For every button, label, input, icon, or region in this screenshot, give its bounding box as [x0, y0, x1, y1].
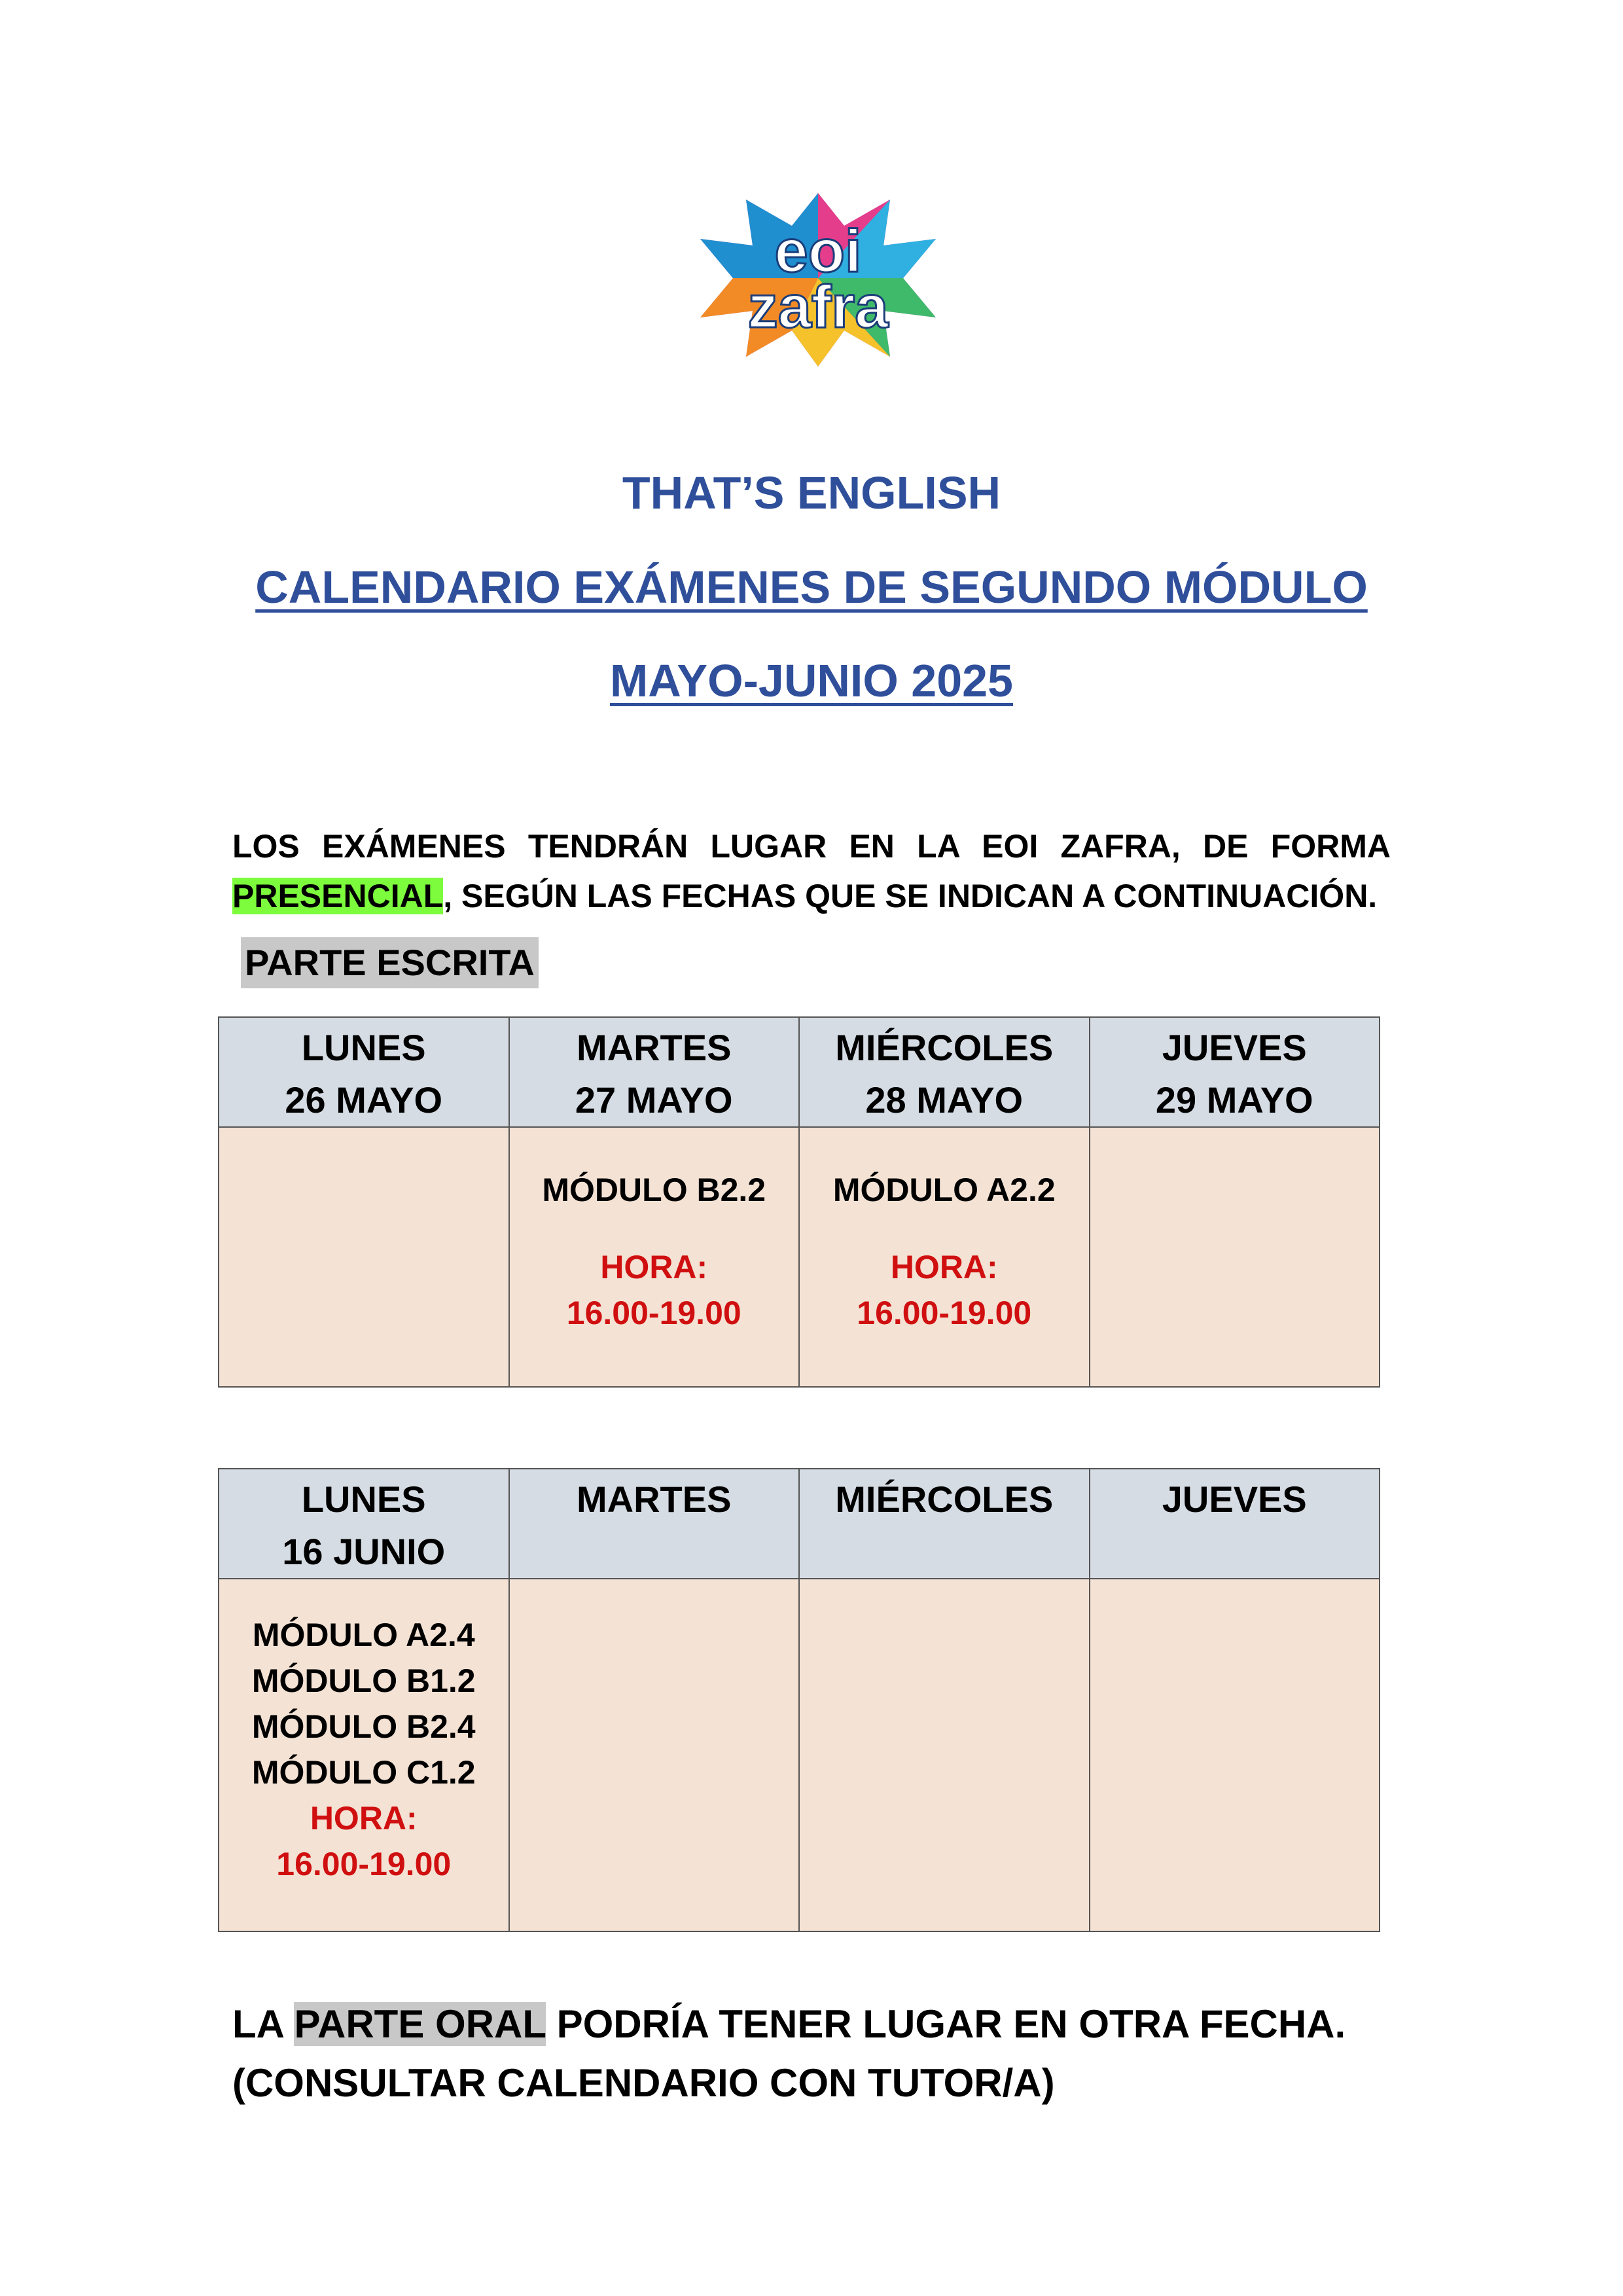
header-cell	[799, 1469, 1090, 1579]
cell-module: MÓDULO A2.4	[252, 1617, 475, 1653]
table-cell	[219, 1579, 509, 1931]
table-cell	[1090, 1579, 1380, 1931]
cell-hora-label: HORA:	[600, 1249, 708, 1285]
table-cell	[799, 1127, 1090, 1387]
footer-highlight-parte-oral: PARTE ORAL	[294, 2002, 546, 2046]
header-day: LUNES	[301, 1479, 426, 1520]
footer-text-before: LA	[232, 2002, 294, 2046]
footer-line-1	[232, 1995, 1346, 2054]
intro-paragraph	[232, 821, 1391, 921]
table-cell	[799, 1579, 1090, 1931]
page-period: MAYO-JUNIO 2025	[610, 655, 1013, 706]
exam-table-may	[218, 1016, 1380, 1388]
cell-module: MÓDULO A2.2	[832, 1172, 1056, 1208]
table-row	[219, 1127, 1380, 1387]
table-cell	[509, 1579, 800, 1931]
section-label-parte-escrita: PARTE ESCRITA	[241, 937, 539, 988]
header-day: JUEVES	[1162, 1027, 1307, 1068]
exam-table-june	[218, 1468, 1380, 1932]
page-subtitle: CALENDARIO EXÁMENES DE SEGUNDO MÓDULO	[255, 562, 1368, 613]
header-cell	[509, 1469, 800, 1579]
header-cell	[799, 1017, 1090, 1127]
table-header-row	[219, 1017, 1380, 1127]
footer-line-2: (CONSULTAR CALENDARIO CON TUTOR/A)	[232, 2061, 1055, 2105]
logo-text-eoi: eoi	[774, 218, 862, 285]
header-date: 16 JUNIO	[282, 1531, 446, 1572]
header-cell	[1090, 1017, 1380, 1127]
page-title: THAT’S ENGLISH	[622, 467, 1001, 518]
cell-hora: 16.00-19.00	[857, 1295, 1032, 1331]
table-cell	[219, 1127, 509, 1387]
cell-module: MÓDULO B1.2	[251, 1662, 476, 1699]
cell-module: MÓDULO B2.2	[542, 1172, 766, 1208]
logo-text-zafra: zafra	[747, 274, 889, 340]
header-cell	[509, 1017, 800, 1127]
table-header-row	[219, 1469, 1380, 1579]
table-cell	[509, 1127, 800, 1387]
intro-text-after: , SEGÚN LAS FECHAS QUE SE INDICAN A CONTINUACIÓN.	[443, 878, 1378, 914]
header-date: 29 MAYO	[1155, 1079, 1313, 1121]
header-date: 26 MAYO	[285, 1079, 443, 1121]
footer-text-after: PODRÍA TENER LUGAR EN OTRA FECHA.	[545, 2002, 1346, 2046]
cell-module: MÓDULO C1.2	[251, 1754, 476, 1791]
header-cell	[1090, 1469, 1380, 1579]
header-day: MIÉRCOLES	[835, 1027, 1054, 1068]
header-day: MIÉRCOLES	[835, 1479, 1054, 1520]
cell-hora: 16.00-19.00	[276, 1846, 452, 1882]
header-day: LUNES	[301, 1027, 426, 1068]
intro-text-before: LOS EXÁMENES TENDRÁN LUGAR EN LA EOI ZAFRA, DE FORMA	[232, 828, 1391, 865]
cell-hora-label: HORA:	[890, 1249, 998, 1285]
header-date: 28 MAYO	[865, 1079, 1024, 1121]
cell-module: MÓDULO B2.4	[251, 1708, 476, 1745]
cell-hora: 16.00-19.00	[566, 1295, 741, 1331]
header-cell	[219, 1469, 509, 1579]
cell-hora-label: HORA:	[310, 1800, 418, 1837]
eoi-zafra-logo	[694, 187, 942, 370]
header-day: MARTES	[577, 1027, 732, 1068]
intro-highlight-presencial: PRESENCIAL	[232, 878, 444, 914]
footer-note	[232, 1995, 1346, 2113]
header-day: MARTES	[577, 1479, 732, 1520]
header-cell	[219, 1017, 509, 1127]
table-cell	[1090, 1127, 1380, 1387]
header-date: 27 MAYO	[575, 1079, 733, 1121]
header-day: JUEVES	[1162, 1479, 1307, 1520]
table-row	[219, 1579, 1380, 1931]
